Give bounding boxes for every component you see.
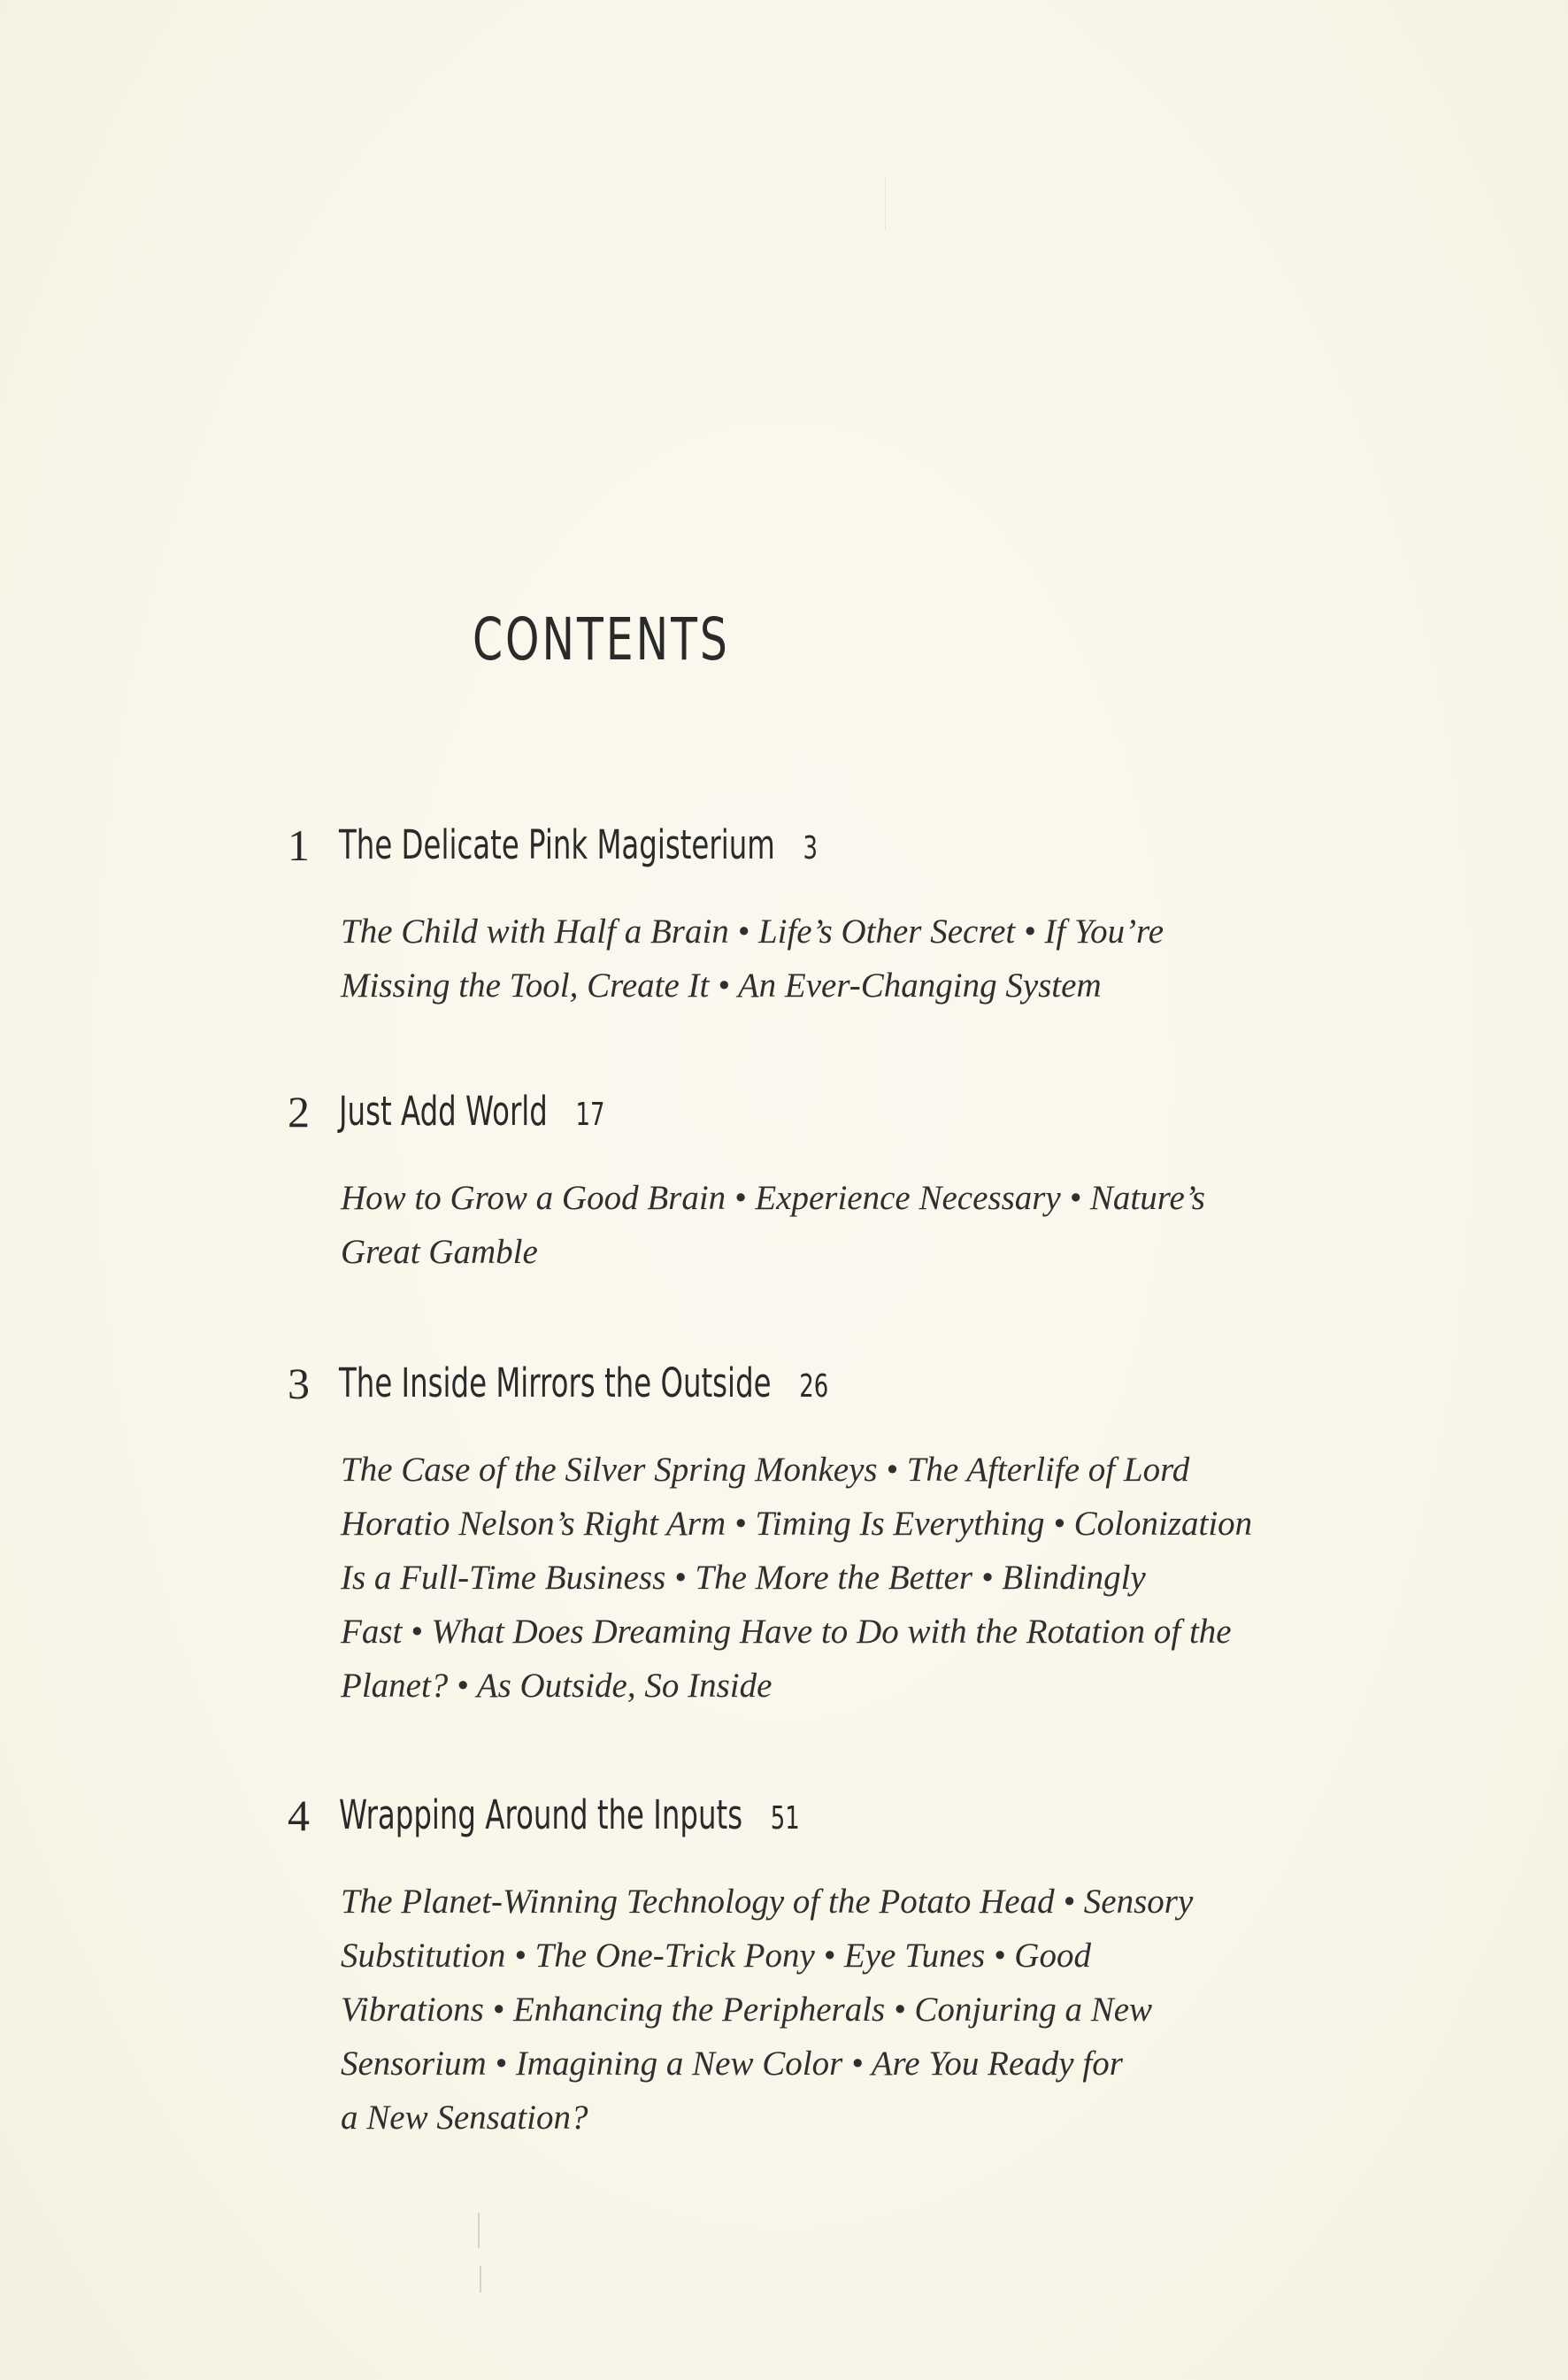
chapter-number: 2 — [288, 1087, 310, 1136]
chapter-sections — [341, 1875, 1296, 2145]
section-line: Vibrations • Enhancing the Peripherals • Conjuring a New — [341, 1991, 1153, 2029]
chapter-sections — [341, 1171, 1296, 1279]
section-line: How to Grow a Good Brain • Experience Necessary • Nature’s — [341, 1179, 1205, 1217]
chapter-page-number: 26 — [799, 1368, 829, 1405]
section-line: Is a Full-Time Business • The More the Better • Blindingly — [341, 1559, 1146, 1597]
chapter-page-number: 51 — [770, 1800, 800, 1837]
chapter-title: Just Add World — [339, 1088, 548, 1135]
section-line: Great Gamble — [341, 1233, 538, 1271]
chapter-page-number: 17 — [575, 1097, 605, 1133]
chapter-number: 1 — [288, 820, 310, 870]
section-line: Missing the Tool, Create It • An Ever-Changing System — [341, 967, 1102, 1005]
chapter-heading — [339, 821, 818, 868]
chapter-sections — [341, 905, 1296, 1013]
chapter-heading — [339, 1791, 800, 1838]
chapter-number: 4 — [288, 1791, 310, 1840]
section-line: The Child with Half a Brain • Life’s Other Secret • If You’re — [341, 913, 1164, 951]
section-line: a New Sensation? — [341, 2099, 588, 2137]
section-line: The Planet-Winning Technology of the Potato Head • Sensory — [341, 1883, 1194, 1921]
scan-mark — [478, 2213, 480, 2248]
chapter-number: 3 — [288, 1359, 310, 1408]
chapter-title: Wrapping Around the Inputs — [339, 1791, 743, 1838]
chapter-heading — [339, 1359, 829, 1406]
chapter-page-number: 3 — [803, 830, 818, 867]
chapter-heading — [339, 1088, 605, 1135]
section-line: Substitution • The One-Trick Pony • Eye Tunes • Good — [341, 1937, 1091, 1975]
section-line: The Case of the Silver Spring Monkeys • The Afterlife of Lord — [341, 1451, 1190, 1489]
chapter-title: The Delicate Pink Magisterium — [339, 821, 775, 868]
page-title: CONTENTS — [473, 605, 730, 674]
scan-mark — [480, 2266, 481, 2292]
section-line: Planet? • As Outside, So Inside — [341, 1667, 772, 1705]
chapter-title: The Inside Mirrors the Outside — [339, 1359, 772, 1406]
section-line: Sensorium • Imagining a New Color • Are You Ready for — [341, 2045, 1123, 2083]
scan-mark — [885, 177, 886, 230]
chapter-sections — [341, 1443, 1296, 1713]
section-line: Horatio Nelson’s Right Arm • Timing Is Everything • Colonization — [341, 1505, 1253, 1543]
section-line: Fast • What Does Dreaming Have to Do with the Rotation of the — [341, 1613, 1232, 1651]
